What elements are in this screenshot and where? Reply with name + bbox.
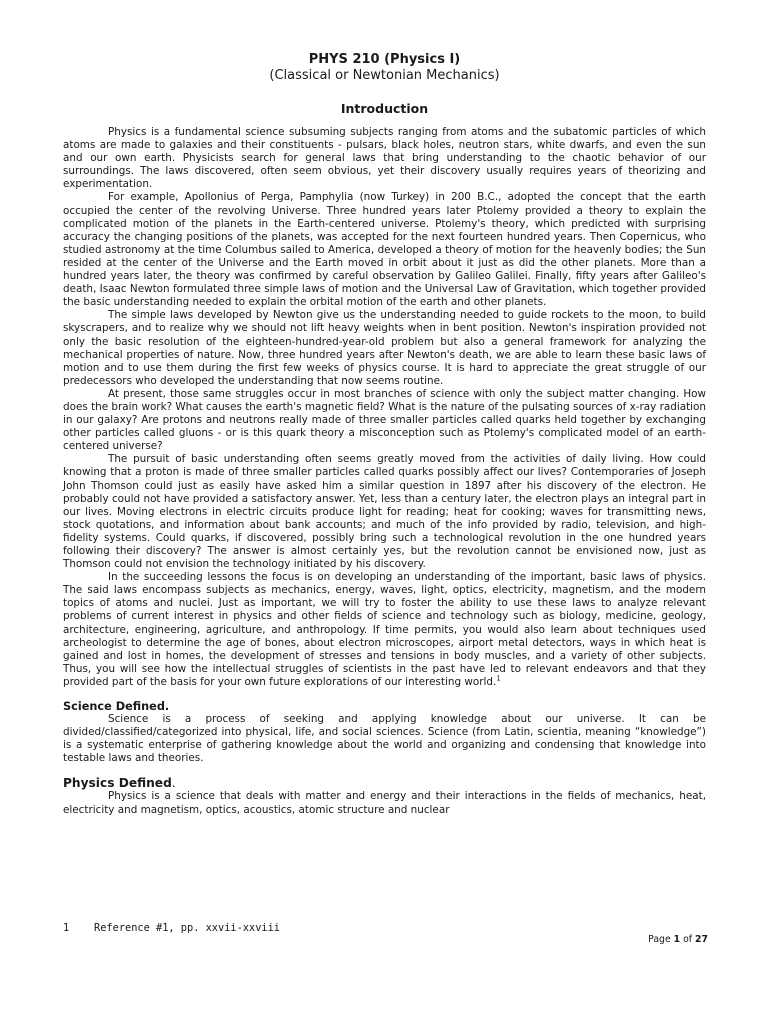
page-current: 1 xyxy=(673,934,681,945)
page-total: 27 xyxy=(695,934,708,945)
paragraph: Physics is a fundamental science subsuming subjects ranging from atoms and the subatomic particles of which atoms are made to galaxies and their constituents - pulsars, black holes, neutron stars, white dwarfs, and even the sun and our own earth. Physicists search for general laws that bring understanding to the chaotic behavior of our surroundings. The laws discovered, often seem obvious, yet their discovery usually requires years of theorizing and experimentation. xyxy=(63,126,706,191)
document-title: PHYS 210 (Physics I) xyxy=(308,52,461,67)
section-heading-introduction: Introduction xyxy=(340,101,429,116)
paragraph-text: In the succeeding lessons the focus is on developing an understanding of the important, basic laws of physics. The said laws encompass subjects as mechanics, energy, waves, light, optics, electricity, magnetism, and the modern topics of atoms and nuclei. Just as important, we will try to foster the ability to use these laws to analyze relevant problems of current interest in physics and other fields of science and technology such as biology, medicine, geology, architecture, engineering, agriculture, and anthropology. If time permits, you would also learn about techniques used archeologist to determine the age of bones, about electron microscopes, airport metal detectors, ways in which heat is gained and lost in homes, the development of stresses and tensions in body muscles, and a variety of other subjects. Thus, you will see how the intellectual struggles of scientists in the past have led to relevant endeavors and that they provided part of the basis for your own future explorations of our interesting world. xyxy=(63,571,706,688)
page-prefix: Page xyxy=(648,934,671,945)
footnote-text: Reference #1, pp. xxvii-xxviii xyxy=(94,922,280,934)
physics-paragraph: Physics is a science that deals with matter and energy and their interactions in the fields of mechanics, heat, electricity and magnetism, optics, acoustics, atomic structure and nuclear xyxy=(63,790,706,816)
paragraph: The simple laws developed by Newton give us the understanding needed to guide rockets to the moon, to build skyscrapers, and to realize why we should not lift heavy weights when in bent position. Newton's inspiration provided not only the basic resolution of the eighteen-hundred-year-old problem but also a general framework for analyzing the mechanical properties of nature. Now, three hundred years after Newton's death, we are able to learn these basic laws of motion and to use them during the first few weeks of physics course. It is hard to appreciate the great struggle of our predecessors who developed the understanding that now seems routine. xyxy=(63,309,706,387)
paragraph: The pursuit of basic understanding often seems greatly moved from the activities of daily living. How could knowing that a proton is made of three smaller particles called quarks possibly affect our lives? Contemporaries of Joseph John Thomson could just as easily have asked him a similar question in 1897 after his discovery of the electron. He probably could not have provided a satisfactory answer. Yet, less than a century later, the electron plays an integral part in our lives. Moving electrons in electric circuits produce light for reading; heat for cooking; waves for transmitting news, stock quotations, and information about bank accounts; and much of the info provided by radio, television, and high-fidelity systems. Could quarks, if discovered, possibly bring such a technological revolution in the one hundred years following their discovery? The answer is almost certainly yes, but the revolution cannot be envisioned now, just as Thomson could not envision the technology initiated by his discovery. xyxy=(63,453,706,571)
physics-heading-punct: . xyxy=(171,776,176,791)
physics-defined-heading xyxy=(63,776,706,790)
science-defined-heading: Science Defined. xyxy=(63,700,170,714)
science-paragraph: Science is a process of seeking and applying knowledge about our universe. It can be divided/classified/categorized into physical, life, and social sciences. Science (from Latin, scientia, meaning “knowledge”) is a systematic enterprise of gathering knowledge about the world and organizing and condensing that knowledge into testable laws and theories. xyxy=(63,713,706,765)
paragraph-with-footnote xyxy=(63,571,706,689)
document-subtitle: (Classical or Newtonian Mechanics) xyxy=(269,68,500,83)
page-number xyxy=(648,934,708,945)
document-page xyxy=(63,52,706,817)
physics-heading-text: Physics Defined xyxy=(63,776,172,791)
paragraph: For example, Apollonius of Perga, Pamphylia (now Turkey) in 200 B.C., adopted the concept that the earth occupied the center of the revolving Universe. Three hundred years later Ptolemy provided a theory to explain the complicated motion of the planets in the Earth-centered universe. Ptolemy's theory, which predicted with surprising accuracy the changing positions of the planets, was accepted for the next fourteen hundred years. Then Copernicus, who studied astronomy at the time Columbus sailed to America, developed a theory of motion for the heavenly bodies; the Sun resided at the center of the Universe and the Earth moved in orbit about it just as did the other planets. More than a hundred years later, the theory was confirmed by careful observation by Galileo Galilei. Finally, fifty years after Galileo's death, Isaac Newton formulated three simple laws of motion and the Universal Law of Gravitation, which together provided the basic understanding needed to explain the orbital motion of the earth and other planets. xyxy=(63,191,706,309)
footnote xyxy=(63,922,280,934)
footnote-marker[interactable]: 1 xyxy=(496,674,501,683)
paragraph: At present, those same struggles occur in most branches of science with only the subject matter changing. How does the brain work? What causes the earth's magnetic field? What is the nature of the pulsating sources of x-ray radiation in our galaxy? Are protons and neutrons really made of three smaller particles called quarks held together by exchanging other particles called gluons - or is this quark theory a misconception such as Ptolemy's complicated model of an earth-centered universe? xyxy=(63,387,706,453)
page-separator: of xyxy=(683,934,693,945)
footnote-number: 1 xyxy=(63,922,70,934)
